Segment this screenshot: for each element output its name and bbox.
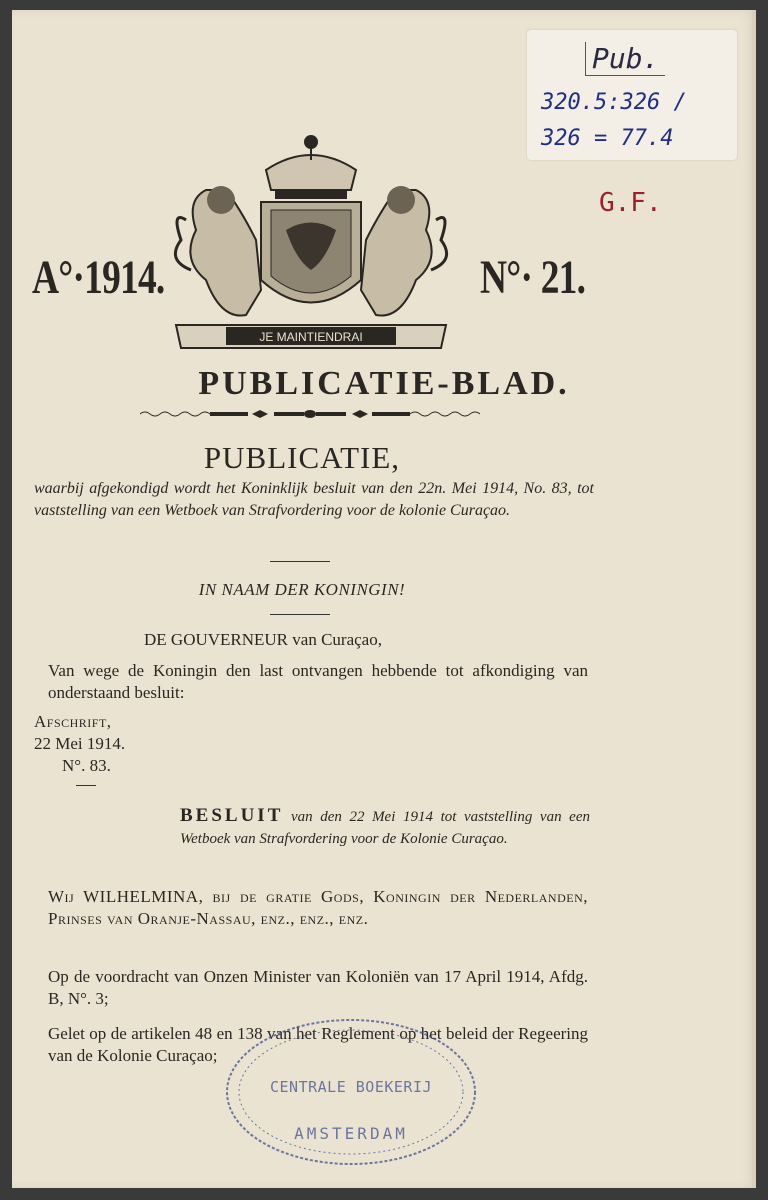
ornament-divider xyxy=(140,408,480,420)
copy-number: N°. 83. xyxy=(62,756,111,775)
document-page xyxy=(12,10,756,1188)
decree-text: van den 22 Mei 1914 tot vaststelling van een Wetboek van Strafvordering voor de Kolonie Curaçao. xyxy=(180,809,590,847)
invocation: IN NAAM DER KONINGIN! xyxy=(198,580,406,599)
stamp-line-1: CENTRALE BOEKERIJ xyxy=(269,1078,433,1096)
stamp-line-2: AMSTERDAM xyxy=(294,1124,408,1143)
handwritten-annotation: G.F. xyxy=(599,188,662,218)
proposal-paragraph: Op de voordracht van Onzen Minister van Koloniën van 17 April 1914, Afdg. B, N°. 3; xyxy=(48,967,588,1008)
copy-label: Afschrift, xyxy=(34,712,112,731)
library-label xyxy=(527,30,737,160)
governor-line: DE GOUVERNEUR van Curaçao, xyxy=(144,630,382,649)
divider-rule xyxy=(76,785,96,786)
publication-title: PUBLICATIE-BLAD. xyxy=(198,365,570,402)
divider-rule xyxy=(270,614,330,615)
year-number: A°·1914. xyxy=(32,251,165,304)
mandate-paragraph: Van wege de Koningin den last ontvangen hebbende tot afkondiging van onderstaand besluit: xyxy=(48,661,588,702)
publication-description: waarbij afgekondigd wordt het Koninklijk besluit van den 22n. Mei 1914, No. 83, tot vaststelling van een Wetboek van Strafvordering voor de kolonie Curaçao. xyxy=(34,480,594,519)
publication-heading: PUBLICATIE, xyxy=(203,440,401,475)
coat-of-arms-emblem xyxy=(166,130,456,355)
copy-date: 22 Mei 1914. xyxy=(34,734,126,753)
divider-rule xyxy=(270,561,330,562)
label-classification-2: 326 = 77.4 xyxy=(541,126,674,151)
decree-title xyxy=(180,805,590,850)
wilhelmina-paragraph: Wij WILHELMINA, bij de gratie Gods, Koningin der Nederlanden, Prinses van Oranje-Nassau, enz., enz., enz. xyxy=(48,887,588,928)
library-stamp xyxy=(220,1014,482,1170)
issue-number: N°· 21. xyxy=(480,251,586,304)
considering-paragraph: Gelet op de artikelen 48 en 138 van het Reglement op het beleid der Regeering van de Kolonie Curaçao; xyxy=(48,1024,588,1065)
label-classification: 320.5:326 / xyxy=(541,90,687,115)
crest-motto: JE MAINTIENDRAI xyxy=(259,330,363,344)
page-edge xyxy=(752,10,756,1188)
label-pub: Pub. xyxy=(585,42,665,76)
decree-keyword: BESLUIT xyxy=(180,805,284,826)
